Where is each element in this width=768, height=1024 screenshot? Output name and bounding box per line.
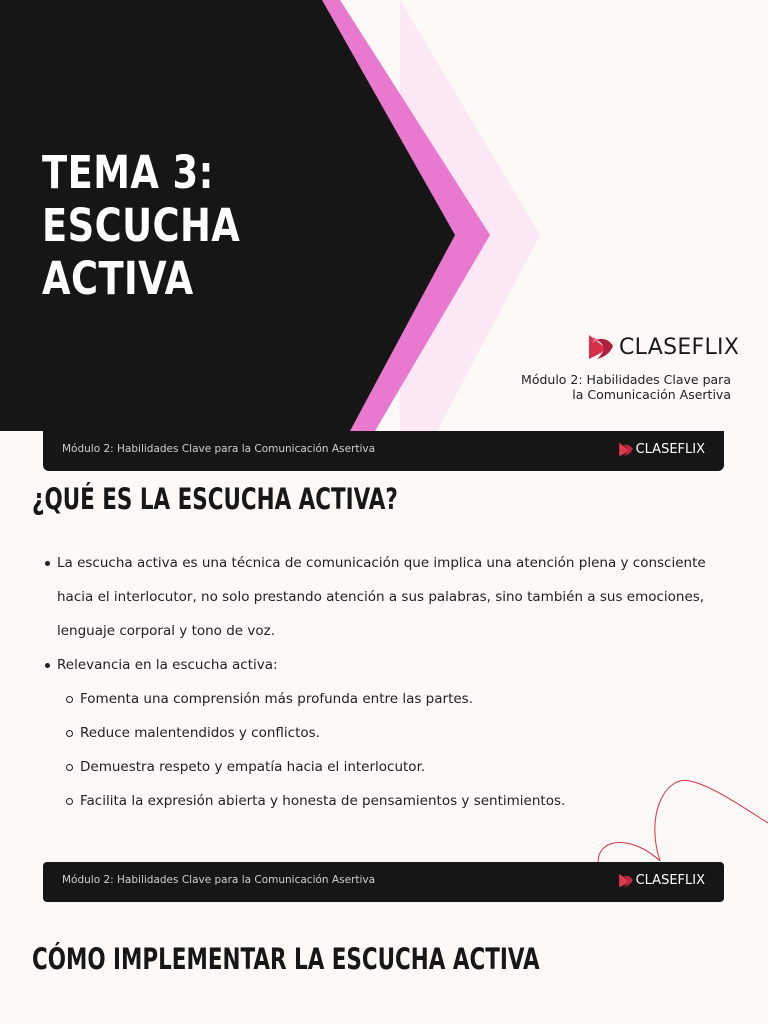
brand-name: CLASEFLIX	[635, 873, 705, 888]
cover-slide	[0, 0, 768, 431]
claseflix-logo-icon	[618, 872, 634, 889]
section-heading: ¿QUÉ ES LA ESCUCHA ACTIVA?	[32, 482, 398, 516]
claseflix-logo-icon	[618, 441, 634, 458]
module-text: Módulo 2: Habilidades Clave para la Comunicación Asertiva	[62, 874, 376, 886]
brand-name: CLASEFLIX	[619, 334, 740, 360]
brand-name: CLASEFLIX	[635, 442, 705, 457]
cover-subtitle	[521, 372, 731, 402]
list-item: La escucha activa es una técnica de comunicación que implica una atención plena y consciente hacia el interlocutor, no solo prestando atención a sus palabras, sino también a sus emociones, lenguaje corporal y tono de voz.	[44, 546, 744, 648]
claseflix-logo-icon	[587, 332, 615, 362]
header-brand	[618, 872, 705, 889]
list-item: Relevancia en la escucha activa:	[44, 648, 744, 682]
header-brand	[618, 441, 705, 458]
cover-subtitle-line-2: la Comunicación Asertiva	[572, 387, 731, 402]
module-text: Módulo 2: Habilidades Clave para la Comunicación Asertiva	[62, 443, 376, 455]
module-header-bar	[43, 431, 724, 471]
sub-list-item: Fomenta una comprensión más profunda entre las partes.	[44, 682, 744, 716]
cover-title: TEMA 3: ESCUCHA ACTIVA	[42, 146, 241, 305]
decorative-curve	[590, 775, 768, 865]
sub-list-item: Demuestra respeto y empatía hacia el interlocutor.	[44, 750, 744, 784]
section-heading-2: CÓMO IMPLEMENTAR LA ESCUCHA ACTIVA	[32, 942, 540, 976]
sub-list-item: Facilita la expresión abierta y honesta de pensamientos y sentimientos.	[44, 784, 744, 818]
module-header-bar-2	[43, 862, 724, 902]
sub-list-item: Reduce malentendidos y conflictos.	[44, 716, 744, 750]
cover-subtitle-line-1: Módulo 2: Habilidades Clave para	[521, 372, 731, 387]
cover-brand	[587, 332, 739, 362]
